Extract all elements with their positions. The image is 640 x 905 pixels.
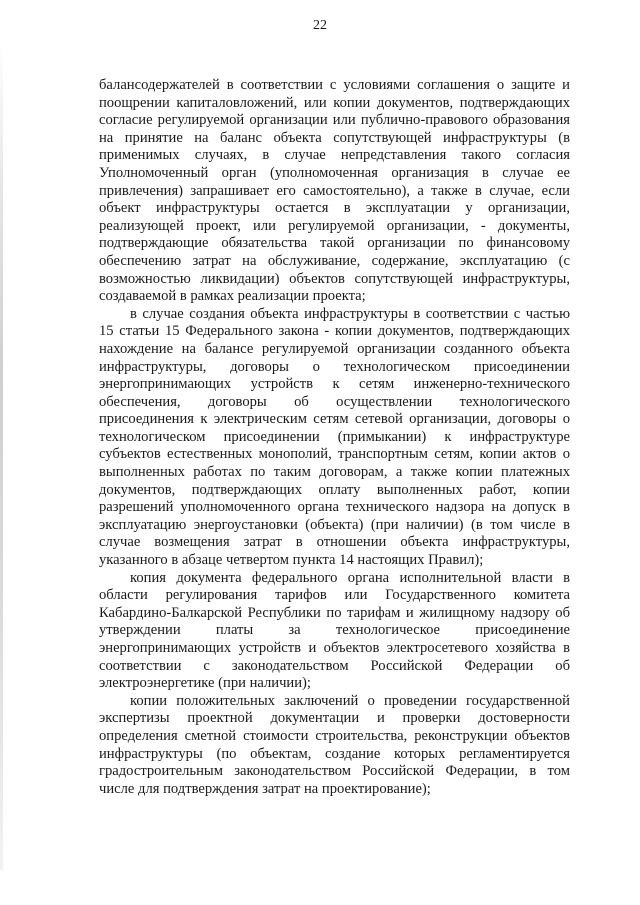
document-body — [99, 77, 570, 798]
paragraph-tariff-document: копия документа федерального органа исполнительной власти в области регулирования тарифов или Государственного комитета Кабардино-Балкарской Республики по тарифам и жилищному надзору об утверждении платы за технологическое присоединение энергопринимающих устройств и объектов электросетевого хозяйства в соответствии с законодательством Российской Федерации об электроэнергетике (при наличии); — [99, 569, 570, 692]
paragraph-infrastructure-creation: в случае создания объекта инфраструктуры в соответствии с частью 15 статьи 15 Федерального закона - копии документов, подтверждающих нахождение на балансе регулируемой организации созданного объекта инфраструктуры, договоры о технологическом присоединении энергопринимающих устройств к сетям инженерно-технического обеспечения, договоры об осуществлении технологического присоединения к электрическим сетям сетевой организации, договоры о технологическом присоединении (примыкании) к инфраструктуре субъектов естественных монополий, транспортным сетям, копии актов о выполненных работах по таким договорам, а также копии платежных документов, подтверждающих оплату выполненных работ, копии разрешений уполномоченного органа технического надзора на допуск в эксплуатацию энергоустановки (объекта) (при наличии) (в том числе в случае возмещения затрат в отношении объекта инфраструктуры, указанного в абзаце четвертом пункта 14 настоящих Правил); — [99, 305, 570, 569]
scan-edge-mark — [0, 40, 3, 870]
page-number: 22 — [313, 18, 327, 33]
paragraph-continuation: балансодержателей в соответствии с условиями соглашения о защите и поощрении капиталовложений, или копии документов, подтверждающих согласие регулируемой организации или публично-правового образования на принятие на баланс объекта сопутствующей инфраструктуры (в применимых случаях, в случае непредставления такого согласия Уполномоченный орган (уполномоченная организация в случае ее привлечения) запрашивает его самостоятельно), а также в случае, если объект инфраструктуры остается в эксплуатации у организации, реализующей проект, или регулируемой организации, - документы, подтверждающие обязательства такой организации по финансовому обеспечению затрат на обслуживание, содержание, эксплуатацию (с возможностью ликвидации) объектов сопутствующей инфраструктуры, создаваемой в рамках реализации проекта; — [99, 77, 570, 305]
paragraph-expertise-conclusions: копии положительных заключений о проведении государственной экспертизы проектной документации и проверки достоверности определения сметной стоимости строительства, реконструкции объектов инфраструктуры (по объектам, создание которых регламентируется градостроительным законодательством Российской Федерации, в том числе для подтверждения затрат на проектирование); — [99, 692, 570, 797]
